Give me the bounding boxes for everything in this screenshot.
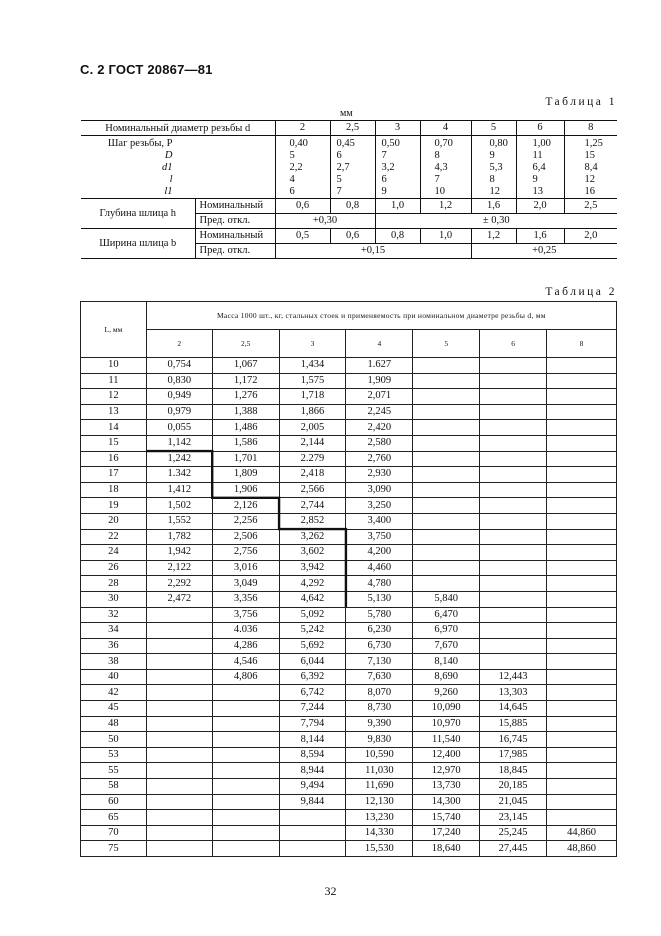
depth-value: 0,8 (330, 199, 375, 214)
mass-cell: 5,840 (413, 591, 480, 607)
length-cell: 14 (81, 420, 147, 436)
mass-cell: 8,140 (413, 654, 480, 670)
mass-cell: 2,472 (146, 591, 212, 607)
mass-cell: 20,185 (480, 779, 547, 795)
mass-cell: 4,200 (346, 545, 413, 561)
mass-cell: 3,262 (279, 529, 346, 545)
nominal-label: Номинальный (195, 199, 275, 214)
depth-value: 2,5 (564, 199, 617, 214)
mass-cell: 9,844 (279, 794, 346, 810)
mass-cell: 12,130 (346, 794, 413, 810)
mass-cell: 2,144 (279, 435, 346, 451)
mass-cell: 2.279 (279, 451, 346, 467)
depth-value: 1,0 (375, 199, 420, 214)
mass-cell: 1,142 (146, 435, 212, 451)
tolerance-label: Пред. откл. (195, 244, 275, 259)
mass-cell: 2,756 (212, 545, 279, 561)
length-cell: 13 (81, 404, 147, 420)
mass-cell: 12,970 (413, 763, 480, 779)
length-cell: 42 (81, 685, 147, 701)
mass-cell: 8,690 (413, 669, 480, 685)
length-cell: 28 (81, 576, 147, 592)
mass-cell: 1,701 (212, 451, 279, 467)
mass-cell: 17,240 (413, 825, 480, 841)
diam-label: Номинальный диаметр резьбы d (81, 121, 275, 136)
mass-cell: 23,145 (480, 810, 547, 826)
length-cell: 24 (81, 545, 147, 561)
mass-cell: 18,845 (480, 763, 547, 779)
mass-cell: 8,070 (346, 685, 413, 701)
mass-cell: 1.342 (146, 467, 212, 483)
mass-cell: 5,130 (346, 591, 413, 607)
mass-cell: 11,540 (413, 732, 480, 748)
mass-cell: 1,276 (212, 389, 279, 405)
mass-cell: 8,594 (279, 747, 346, 763)
mass-cell: 4,460 (346, 560, 413, 576)
mass-cell: 6,044 (279, 654, 346, 670)
mass-cell: 11,030 (346, 763, 413, 779)
width-value: 1,6 (516, 229, 564, 244)
mass-cell: 8,944 (279, 763, 346, 779)
mass-cell: 2,744 (279, 498, 346, 514)
table1-unit: мм (340, 108, 353, 119)
param-column: 1,00 11 6,4 9 13 (516, 136, 564, 199)
length-cell: 40 (81, 669, 147, 685)
page-header: С. 2 ГОСТ 20867—81 (80, 62, 213, 77)
diam-header: 5 (471, 121, 516, 136)
diam-header: 2,5 (212, 330, 279, 358)
length-cell: 38 (81, 654, 147, 670)
mass-cell: 14,330 (346, 825, 413, 841)
mass-cell: 7,670 (413, 638, 480, 654)
length-cell: 36 (81, 638, 147, 654)
length-cell: 18 (81, 482, 147, 498)
mass-cell: 0,055 (146, 420, 212, 436)
length-cell: 12 (81, 389, 147, 405)
mass-cell: 3,400 (346, 513, 413, 529)
width-label: Ширина шлица b (81, 229, 195, 259)
param-column: 0,45 6 2,7 5 7 (330, 136, 375, 199)
mass-cell: 2,566 (279, 482, 346, 498)
mass-cell: 4,642 (279, 591, 346, 607)
diam-header: 5 (413, 330, 480, 358)
mass-cell: 6,392 (279, 669, 346, 685)
length-cell: 48 (81, 716, 147, 732)
mass-cell: 0,949 (146, 389, 212, 405)
length-cell: 20 (81, 513, 147, 529)
mass-cell: 8,730 (346, 701, 413, 717)
mass-cell: 9,390 (346, 716, 413, 732)
depth-value: 1,2 (420, 199, 471, 214)
mass-cell: 13,730 (413, 779, 480, 795)
depth-value: 2,0 (516, 199, 564, 214)
length-cell: 70 (81, 825, 147, 841)
mass-cell: 1,067 (212, 358, 279, 374)
depth-value: 1,6 (471, 199, 516, 214)
mass-cell: 3,756 (212, 607, 279, 623)
mass-cell: 3,090 (346, 482, 413, 498)
mass-cell: 0,979 (146, 404, 212, 420)
mass-cell: 2,126 (212, 498, 279, 514)
mass-cell: 6,970 (413, 623, 480, 639)
mass-cell: 1,412 (146, 482, 212, 498)
page-number: 32 (324, 884, 337, 898)
mass-cell: 10,090 (413, 701, 480, 717)
mass-cell: 1,942 (146, 545, 212, 561)
mass-cell: 15,740 (413, 810, 480, 826)
param-label: Шаг резьбы, P (107, 138, 173, 149)
mass-cell: 1,906 (212, 482, 279, 498)
width-tolerance: +0,25 (471, 244, 617, 259)
mass-cell: 6,742 (279, 685, 346, 701)
mass-cell: 4,546 (212, 654, 279, 670)
mass-cell: 5,092 (279, 607, 346, 623)
mass-cell: 6,470 (413, 607, 480, 623)
mass-cell: 2,580 (346, 435, 413, 451)
mass-cell: 18,640 (413, 841, 480, 857)
mass-cell: 1,586 (212, 435, 279, 451)
mass-cell: 4,806 (212, 669, 279, 685)
width-value: 0,5 (275, 229, 330, 244)
mass-cell: 2,760 (346, 451, 413, 467)
length-cell: 22 (81, 529, 147, 545)
length-cell: 10 (81, 358, 147, 374)
mass-cell: 2,005 (279, 420, 346, 436)
mass-cell: 3,016 (212, 560, 279, 576)
mass-cell: 1,434 (279, 358, 346, 374)
mass-cell: 15,885 (480, 716, 547, 732)
mass-cell: 4,286 (212, 638, 279, 654)
table1-caption: Таблица 1 (545, 96, 617, 108)
mass-cell: 1,172 (212, 373, 279, 389)
mass-cell: 1,388 (212, 404, 279, 420)
table2-caption: Таблица 2 (545, 286, 617, 298)
mass-cell: 9,494 (279, 779, 346, 795)
mass-cell: 5,242 (279, 623, 346, 639)
mass-cell: 13,303 (480, 685, 547, 701)
param-column: 0,50 7 3,2 6 9 (375, 136, 420, 199)
mass-cell: 12,400 (413, 747, 480, 763)
diam-header: 3 (279, 330, 346, 358)
mass-cell: 4,292 (279, 576, 346, 592)
mass-cell: 0,754 (146, 358, 212, 374)
mass-cell: 15,530 (346, 841, 413, 857)
mass-cell: 7,630 (346, 669, 413, 685)
mass-cell: 3,356 (212, 591, 279, 607)
length-cell: 60 (81, 794, 147, 810)
mass-cell: 3,942 (279, 560, 346, 576)
mass-cell: 1,242 (146, 451, 212, 467)
boundary-line (146, 451, 346, 607)
mass-cell: 2,930 (346, 467, 413, 483)
width-value: 1,2 (471, 229, 516, 244)
depth-label: Глубина шлица h (81, 199, 195, 229)
mass-cell: 7,244 (279, 701, 346, 717)
width-tolerance: +0,15 (275, 244, 471, 259)
param-label: l (169, 174, 173, 185)
mass-cell: 4.036 (212, 623, 279, 639)
mass-cell: 2,420 (346, 420, 413, 436)
length-cell: 58 (81, 779, 147, 795)
mass-cell: 16,745 (480, 732, 547, 748)
diam-header: 8 (547, 330, 617, 358)
param-column: 0,40 5 2,2 4 6 (275, 136, 330, 199)
mass-cell: 21,045 (480, 794, 547, 810)
mass-cell: 1,575 (279, 373, 346, 389)
mass-cell: 2,122 (146, 560, 212, 576)
width-value: 0,8 (375, 229, 420, 244)
mass-cell: 1,718 (279, 389, 346, 405)
mass-cell: 1,809 (212, 467, 279, 483)
mass-cell: 10,970 (413, 716, 480, 732)
mass-cell: 6,230 (346, 623, 413, 639)
nominal-label: Номинальный (195, 229, 275, 244)
mass-cell: 2,256 (212, 513, 279, 529)
mass-cell: 14,300 (413, 794, 480, 810)
diam-header: 4 (420, 121, 471, 136)
mass-cell: 17,985 (480, 747, 547, 763)
length-cell: 16 (81, 451, 147, 467)
mass-cell: 5,780 (346, 607, 413, 623)
mass-cell: 2,071 (346, 389, 413, 405)
diam-header: 2 (146, 330, 212, 358)
mass-cell: 1,486 (212, 420, 279, 436)
param-column: 0,70 8 4,3 7 10 (420, 136, 471, 199)
mass-cell: 1,782 (146, 529, 212, 545)
param-label: d1 (162, 162, 173, 173)
mass-cell: 1,909 (346, 373, 413, 389)
diam-header: 3 (375, 121, 420, 136)
mass-cell: 3,750 (346, 529, 413, 545)
mass-cell: 1.627 (346, 358, 413, 374)
mass-cell: 2,852 (279, 513, 346, 529)
param-label: l1 (164, 186, 173, 197)
length-cell: 65 (81, 810, 147, 826)
length-cell: 19 (81, 498, 147, 514)
mass-cell: 2,292 (146, 576, 212, 592)
diam-header: 6 (480, 330, 547, 358)
diam-header: 2 (275, 121, 330, 136)
mass-cell: 1,502 (146, 498, 212, 514)
length-cell: 75 (81, 841, 147, 857)
mass-cell: 1,552 (146, 513, 212, 529)
mass-cell: 5,692 (279, 638, 346, 654)
mass-cell: 27,445 (480, 841, 547, 857)
mass-cell: 7,794 (279, 716, 346, 732)
diam-header: 6 (516, 121, 564, 136)
length-cell: 55 (81, 763, 147, 779)
table2-title: Масса 1000 шт., кг, стальных стоек и применяемость при номинальном диаметре резьбы d, мм (146, 302, 616, 330)
width-value: 0,6 (330, 229, 375, 244)
mass-cell: 3,250 (346, 498, 413, 514)
mass-cell: 3,049 (212, 576, 279, 592)
mass-cell: 12,443 (480, 669, 547, 685)
mass-cell: 2,506 (212, 529, 279, 545)
param-column: 0,80 9 5,3 8 12 (471, 136, 516, 199)
diam-header: 4 (346, 330, 413, 358)
mass-cell: 7,130 (346, 654, 413, 670)
tolerance-label: Пред. откл. (195, 214, 275, 229)
mass-cell: 6,730 (346, 638, 413, 654)
length-cell: 15 (81, 435, 147, 451)
mass-cell: 3,602 (279, 545, 346, 561)
depth-tolerance: ± 0,30 (375, 214, 617, 229)
mass-cell: 10,590 (346, 747, 413, 763)
depth-value: 0,6 (275, 199, 330, 214)
depth-tolerance: +0,30 (275, 214, 375, 229)
mass-cell: 44,860 (547, 825, 617, 841)
mass-cell: 25,245 (480, 825, 547, 841)
mass-cell: 9,260 (413, 685, 480, 701)
width-value: 2,0 (564, 229, 617, 244)
mass-cell: 2,418 (279, 467, 346, 483)
mass-cell: 14,645 (480, 701, 547, 717)
length-cell: 17 (81, 467, 147, 483)
param-label: D (164, 150, 173, 161)
length-cell: 34 (81, 623, 147, 639)
param-column: 1,25 15 8,4 12 16 (584, 138, 603, 197)
mass-cell: 2,245 (346, 404, 413, 420)
diam-header: 2,5 (330, 121, 375, 136)
diam-header: 8 (588, 122, 594, 133)
mass-cell: 4,780 (346, 576, 413, 592)
mass-cell: 1,866 (279, 404, 346, 420)
length-cell: 26 (81, 560, 147, 576)
mass-cell: 0,830 (146, 373, 212, 389)
mass-cell: 8,144 (279, 732, 346, 748)
length-cell: 50 (81, 732, 147, 748)
mass-cell: 11,690 (346, 779, 413, 795)
length-cell: 45 (81, 701, 147, 717)
mass-cell: 13,230 (346, 810, 413, 826)
mass-cell: 48,860 (547, 841, 617, 857)
l-column-header: L, мм (81, 302, 147, 358)
length-cell: 32 (81, 607, 147, 623)
mass-cell: 9,830 (346, 732, 413, 748)
length-cell: 11 (81, 373, 147, 389)
length-cell: 30 (81, 591, 147, 607)
width-value: 1,0 (420, 229, 471, 244)
length-cell: 53 (81, 747, 147, 763)
